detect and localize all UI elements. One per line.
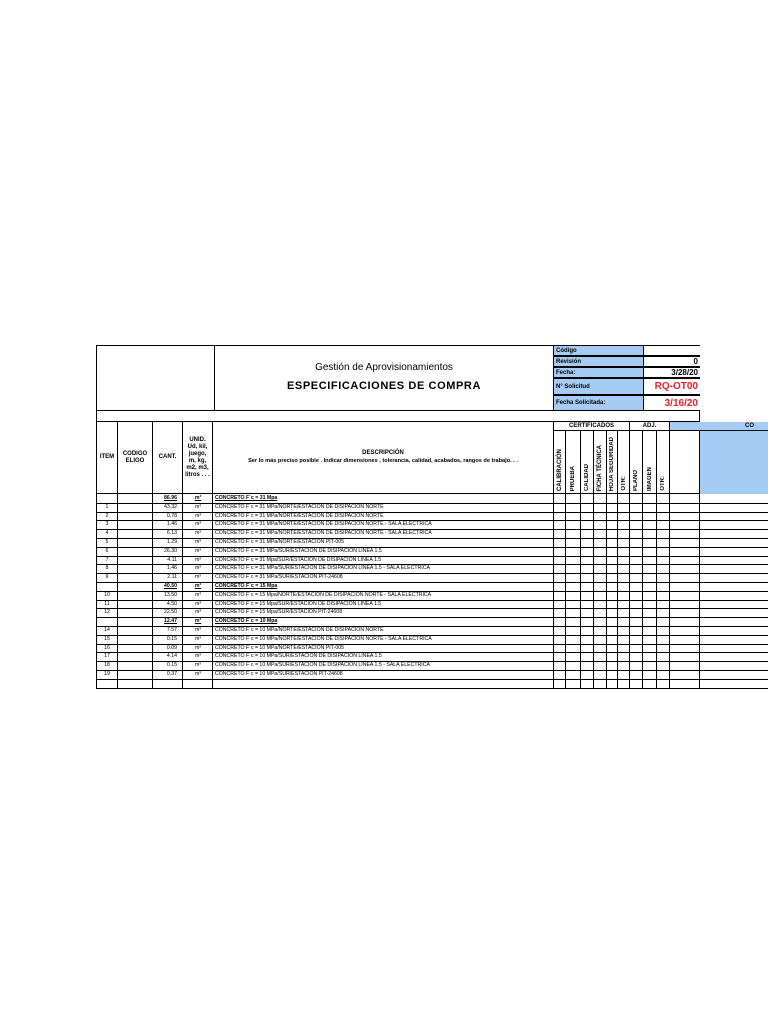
cell-desc: CONCRETO F´c = 10 MPa/NORTE/ESTACIÓN DE DISIPACIÓN NORTE [215, 627, 384, 633]
meta-value[interactable] [644, 345, 700, 356]
cell-unit [183, 679, 213, 688]
grid-line [642, 494, 643, 688]
cell-unit: m³ [194, 583, 202, 589]
grid-line [580, 494, 581, 688]
cell-item: 18 [104, 662, 110, 669]
col-unid-header: UNID. Ud, kil, juego, m, kg, m2, m3, litros . . . [183, 422, 213, 494]
meta-label: Fecha Solicitada: [554, 395, 644, 411]
vertical-header-label: IMAGEN [646, 467, 653, 491]
cell-unit: m³ [194, 653, 202, 660]
form-title: ESPECIFICACIONES DE COMPRA [286, 380, 482, 392]
col-codigo-header: CODIGO ELIGO [118, 422, 153, 494]
cell-desc: CONCRETO F´c = 31 MPa/NORTE/ESTACIÓN PIT-005 [215, 539, 344, 545]
cell-codigo [118, 591, 153, 600]
cell-cant: 0.15 [166, 662, 177, 669]
cell-codigo [118, 512, 153, 521]
cell-unit: m³ [194, 521, 202, 528]
meta-label: Código [554, 345, 644, 356]
cell-unit: m³ [194, 671, 202, 677]
grid-line [606, 494, 607, 688]
cell-desc [213, 679, 553, 688]
cell-cant: 4.50 [166, 600, 177, 607]
cell-codigo [118, 538, 153, 547]
header-extra-mark [748, 457, 752, 463]
cell-cant: 7.57 [166, 627, 177, 633]
vertical-header-label: HOJA SEGURIDAD [609, 436, 615, 491]
cell-item: 8 [105, 565, 109, 572]
cell-desc: CONCRETO F´c = 10 MPa/SUR/ESTACIÓN PIT-24608 [215, 671, 343, 677]
vertical-header-label: CALIBRACIÓN [556, 449, 563, 491]
cell-codigo [118, 529, 153, 538]
vertical-header-label: OTR: [620, 476, 627, 491]
cell-cant [153, 679, 183, 688]
vertical-header-label: PLANO [633, 470, 639, 491]
vertical-header-label: PRUEBA [570, 465, 576, 491]
cell-unit: m³ [194, 539, 202, 545]
cell-codigo [118, 520, 153, 529]
cell-desc: CONCRETO F´c = 31 MPa/NORTE/ESTACIÓN DE DISIPACIÓN NORTE - SALA ELÉCTRICA [215, 530, 432, 537]
col-desc-header [213, 422, 554, 494]
cell-item: 6 [105, 547, 109, 554]
vertical-header-cell [657, 431, 670, 494]
meta-value[interactable]: RQ-OT00 [644, 378, 700, 395]
vertical-header-label: FICHA TÉCNICA [597, 444, 603, 491]
grid-line [96, 494, 97, 688]
cell-item: 17 [104, 653, 110, 660]
form-subtitle: Gestión de Aprovisionamientos [315, 362, 453, 373]
title-block [214, 345, 554, 411]
vertical-header-cell [566, 431, 581, 494]
spreadsheet-form [96, 345, 768, 690]
grid-line [656, 494, 657, 688]
cell-item: 10 [104, 591, 110, 598]
cell-desc: CONCRETO F´c = 31 MPa/SUR/ESTACIÓN DE DISIPACIÓN LINEA 1.5 - SALA ELÉCTRICA [215, 565, 430, 572]
meta-label: N° Solicitud [554, 378, 644, 395]
cell-item: 3 [105, 521, 109, 528]
cell-unit: m³ [194, 627, 202, 633]
cell-cant: 0.78 [166, 512, 177, 519]
adj-header: ADJ. [630, 422, 670, 431]
grid-line [553, 494, 554, 688]
cell-item: 14 [104, 627, 110, 633]
vertical-header-cell [607, 431, 618, 494]
meta-label: Revisión [554, 356, 644, 367]
cell-unit: m³ [194, 565, 202, 572]
cell-item: 1 [105, 503, 109, 510]
cell-desc: CONCRETO F´c = 15 Mpa/SUR/ESTACIÓN DE DISIPACIÓN LINEA 1.5 [215, 600, 382, 607]
cell-desc: CONCRETO F´c = 31 MPa/SUR/ESTACIÓN PIT-24608 [215, 574, 343, 581]
vertical-header-label: CALIDAD [584, 464, 590, 491]
cell-cant: 1.46 [166, 565, 177, 572]
cell-unit: m³ [194, 618, 202, 625]
cell-item: 7 [105, 556, 109, 563]
cell-unit: m³ [194, 495, 202, 501]
grid-line [565, 494, 566, 688]
cell-item [96, 494, 118, 503]
cell-codigo [118, 564, 153, 573]
cell-unit: m³ [194, 530, 202, 537]
grid-line [629, 494, 630, 688]
cell-desc: CONCRETO F´c = 31 MPa/NORTE/ESTACIÓN DE DISIPACIÓN NORTE [215, 512, 384, 519]
vertical-header-cell [630, 431, 643, 494]
grid-line [593, 494, 594, 688]
cell-cant: 4.11 [167, 556, 177, 563]
cell-codigo [118, 635, 153, 644]
cell-item: 16 [104, 644, 110, 651]
meta-value[interactable]: 0 [644, 356, 700, 367]
cell-codigo [118, 494, 153, 503]
cell-desc: CONCRETO F´c = 15 Mpa/SUR/ESTACIÓN PIT-24608 [215, 609, 343, 616]
cell-desc: CONCRETO F´c = 31 Mpa [215, 495, 278, 501]
cell-codigo [118, 617, 153, 626]
cell-cant: 0.37 [166, 671, 177, 677]
cell-unit: m³ [194, 503, 202, 510]
col-item-header: ITEM [96, 422, 118, 494]
cell-item: 15 [104, 635, 110, 642]
cell-desc: CONCRETO F´c = 15 Mpa [215, 583, 278, 589]
cell-codigo [118, 573, 153, 582]
cell-cant: 1.29 [166, 539, 177, 545]
cell-desc: CONCRETO F´c = 10 Mpa [215, 618, 278, 625]
cell-codigo [118, 670, 153, 679]
cell-codigo [118, 503, 153, 512]
header-blank-cell [670, 431, 700, 494]
cell-unit: m³ [194, 635, 202, 642]
cell-cant: 40.50 [164, 583, 177, 589]
table-body [96, 494, 768, 690]
cell-cant: 6.13 [166, 530, 177, 537]
cell-desc: CONCRETO F´c = 10 MPa/NORTE/ESTACIÓN PIT-005 [215, 644, 344, 651]
cell-cant: 13.50 [164, 591, 177, 598]
vertical-header-label: OTR: [660, 476, 666, 491]
col-cant-header: CANT. [153, 422, 183, 494]
cell-codigo [118, 626, 153, 635]
grid-line [669, 494, 670, 688]
cell-item: 12 [104, 609, 110, 616]
grid-line [152, 494, 153, 688]
cell-desc: CONCRETO F´c = 10 MPa/SUR/ESTACIÓN DE DISIPACIÓN LINEA 1.5 [215, 653, 382, 660]
cell-item [96, 582, 118, 591]
grid-line [699, 494, 700, 688]
cell-codigo [118, 556, 153, 565]
cell-codigo [118, 547, 153, 556]
cell-item [96, 679, 118, 688]
meta-label: Fecha: [554, 367, 644, 378]
cell-cant: 4.14 [166, 653, 177, 660]
cell-desc: CONCRETO F´c = 31 MPa/NORTE/ESTACIÓN DE DISIPACIÓN NORTE [215, 503, 384, 510]
cell-unit: m³ [194, 644, 202, 651]
cell-desc: CONCRETO F´c = 10 MPa/SUR/ESTACIÓN DE DISIPACIÓN LINEA 1.5 - SALA ELÉCTRICA [215, 662, 430, 669]
meta-value[interactable]: 3/16/20 [644, 395, 700, 411]
cell-unit: m³ [194, 556, 202, 563]
cell-codigo [118, 679, 153, 688]
cell-cant: 86.96 [164, 495, 177, 501]
cell-unit: m³ [194, 591, 202, 598]
cell-desc: CONCRETO F´c = 31 MPa/SUR/ESTACIÓN DE DISIPACIÓN LINEA 1.5 [215, 547, 382, 554]
cell-unit: m³ [194, 600, 202, 607]
cell-item: 19 [104, 671, 110, 677]
cell-item: 5 [105, 539, 109, 545]
cell-desc: CONCRETO F´c = 15 Mpa/NORTE/ESTACIÓN DE DISIPACIÓN NORTE - SALA ELÉCTRICA [215, 591, 432, 598]
grid-line [182, 494, 183, 688]
cell-codigo [118, 661, 153, 670]
vertical-header-cell [618, 431, 630, 494]
cell-unit: m³ [194, 547, 202, 554]
cell-item: 11 [104, 600, 110, 607]
logo-area [96, 345, 214, 411]
cell-desc: CONCRETO F´c = 31 MPa/NORTE/ESTACIÓN DE DISIPACIÓN NORTE - SALA ELÉCTRICA [215, 521, 432, 528]
cell-codigo [118, 644, 153, 653]
cell-unit: m³ [194, 512, 202, 519]
cell-item: 4 [105, 530, 109, 537]
desc-title: DESCRIPCIÓN [362, 450, 404, 456]
meta-value[interactable]: 3/28/20 [644, 367, 700, 378]
cell-cant: 1.46 [166, 521, 177, 528]
grid-line [117, 494, 118, 688]
cell-codigo [118, 652, 153, 661]
header-extra-fill [700, 422, 768, 494]
cell-codigo [118, 608, 153, 617]
cell-codigo [118, 600, 153, 609]
vertical-header-cell [594, 431, 607, 494]
certificados-header: CERTIFICADOS [554, 422, 630, 431]
cell-desc: CONCRETO F´c = 31 Mpa/SUR/ESTACIÓN DE DISIPACIÓN LINEA 1.5 [215, 556, 382, 563]
grid-line [617, 494, 618, 688]
vertical-header-cell [643, 431, 657, 494]
table-row[interactable] [96, 679, 768, 689]
cell-codigo [118, 582, 153, 591]
cell-unit: m³ [194, 662, 202, 669]
cell-desc: CONCRETO F´c = 10 MPa/NORTE/ESTACIÓN DE DISIPACIÓN NORTE - SALA ELÉCTRICA [215, 635, 432, 642]
cell-unit: m³ [194, 574, 202, 581]
cell-item [96, 617, 118, 626]
cell-cant: 0.09 [166, 644, 177, 651]
extra-header: CO [670, 422, 768, 431]
cell-cant: 43.32 [164, 503, 177, 510]
cell-item: 9 [105, 574, 109, 581]
cell-cant: 22.50 [164, 609, 177, 616]
vertical-header-cell [581, 431, 594, 494]
grid-line [212, 494, 213, 688]
desc-subtitle: Ser lo más preciso posible . Indicar dimensiones , tolerancia, calidad, acabados, rangos de trabajo. . . [248, 458, 518, 464]
cell-cant: 0.15 [166, 635, 177, 642]
vertical-header-cell [554, 431, 566, 494]
spacer-row [96, 411, 700, 422]
cell-item: 2 [105, 512, 109, 519]
cell-cant: 26.30 [164, 547, 177, 554]
cell-unit: m³ [194, 609, 202, 616]
cell-cant: 2.11 [167, 574, 177, 581]
cell-cant: 12.47 [164, 618, 177, 625]
